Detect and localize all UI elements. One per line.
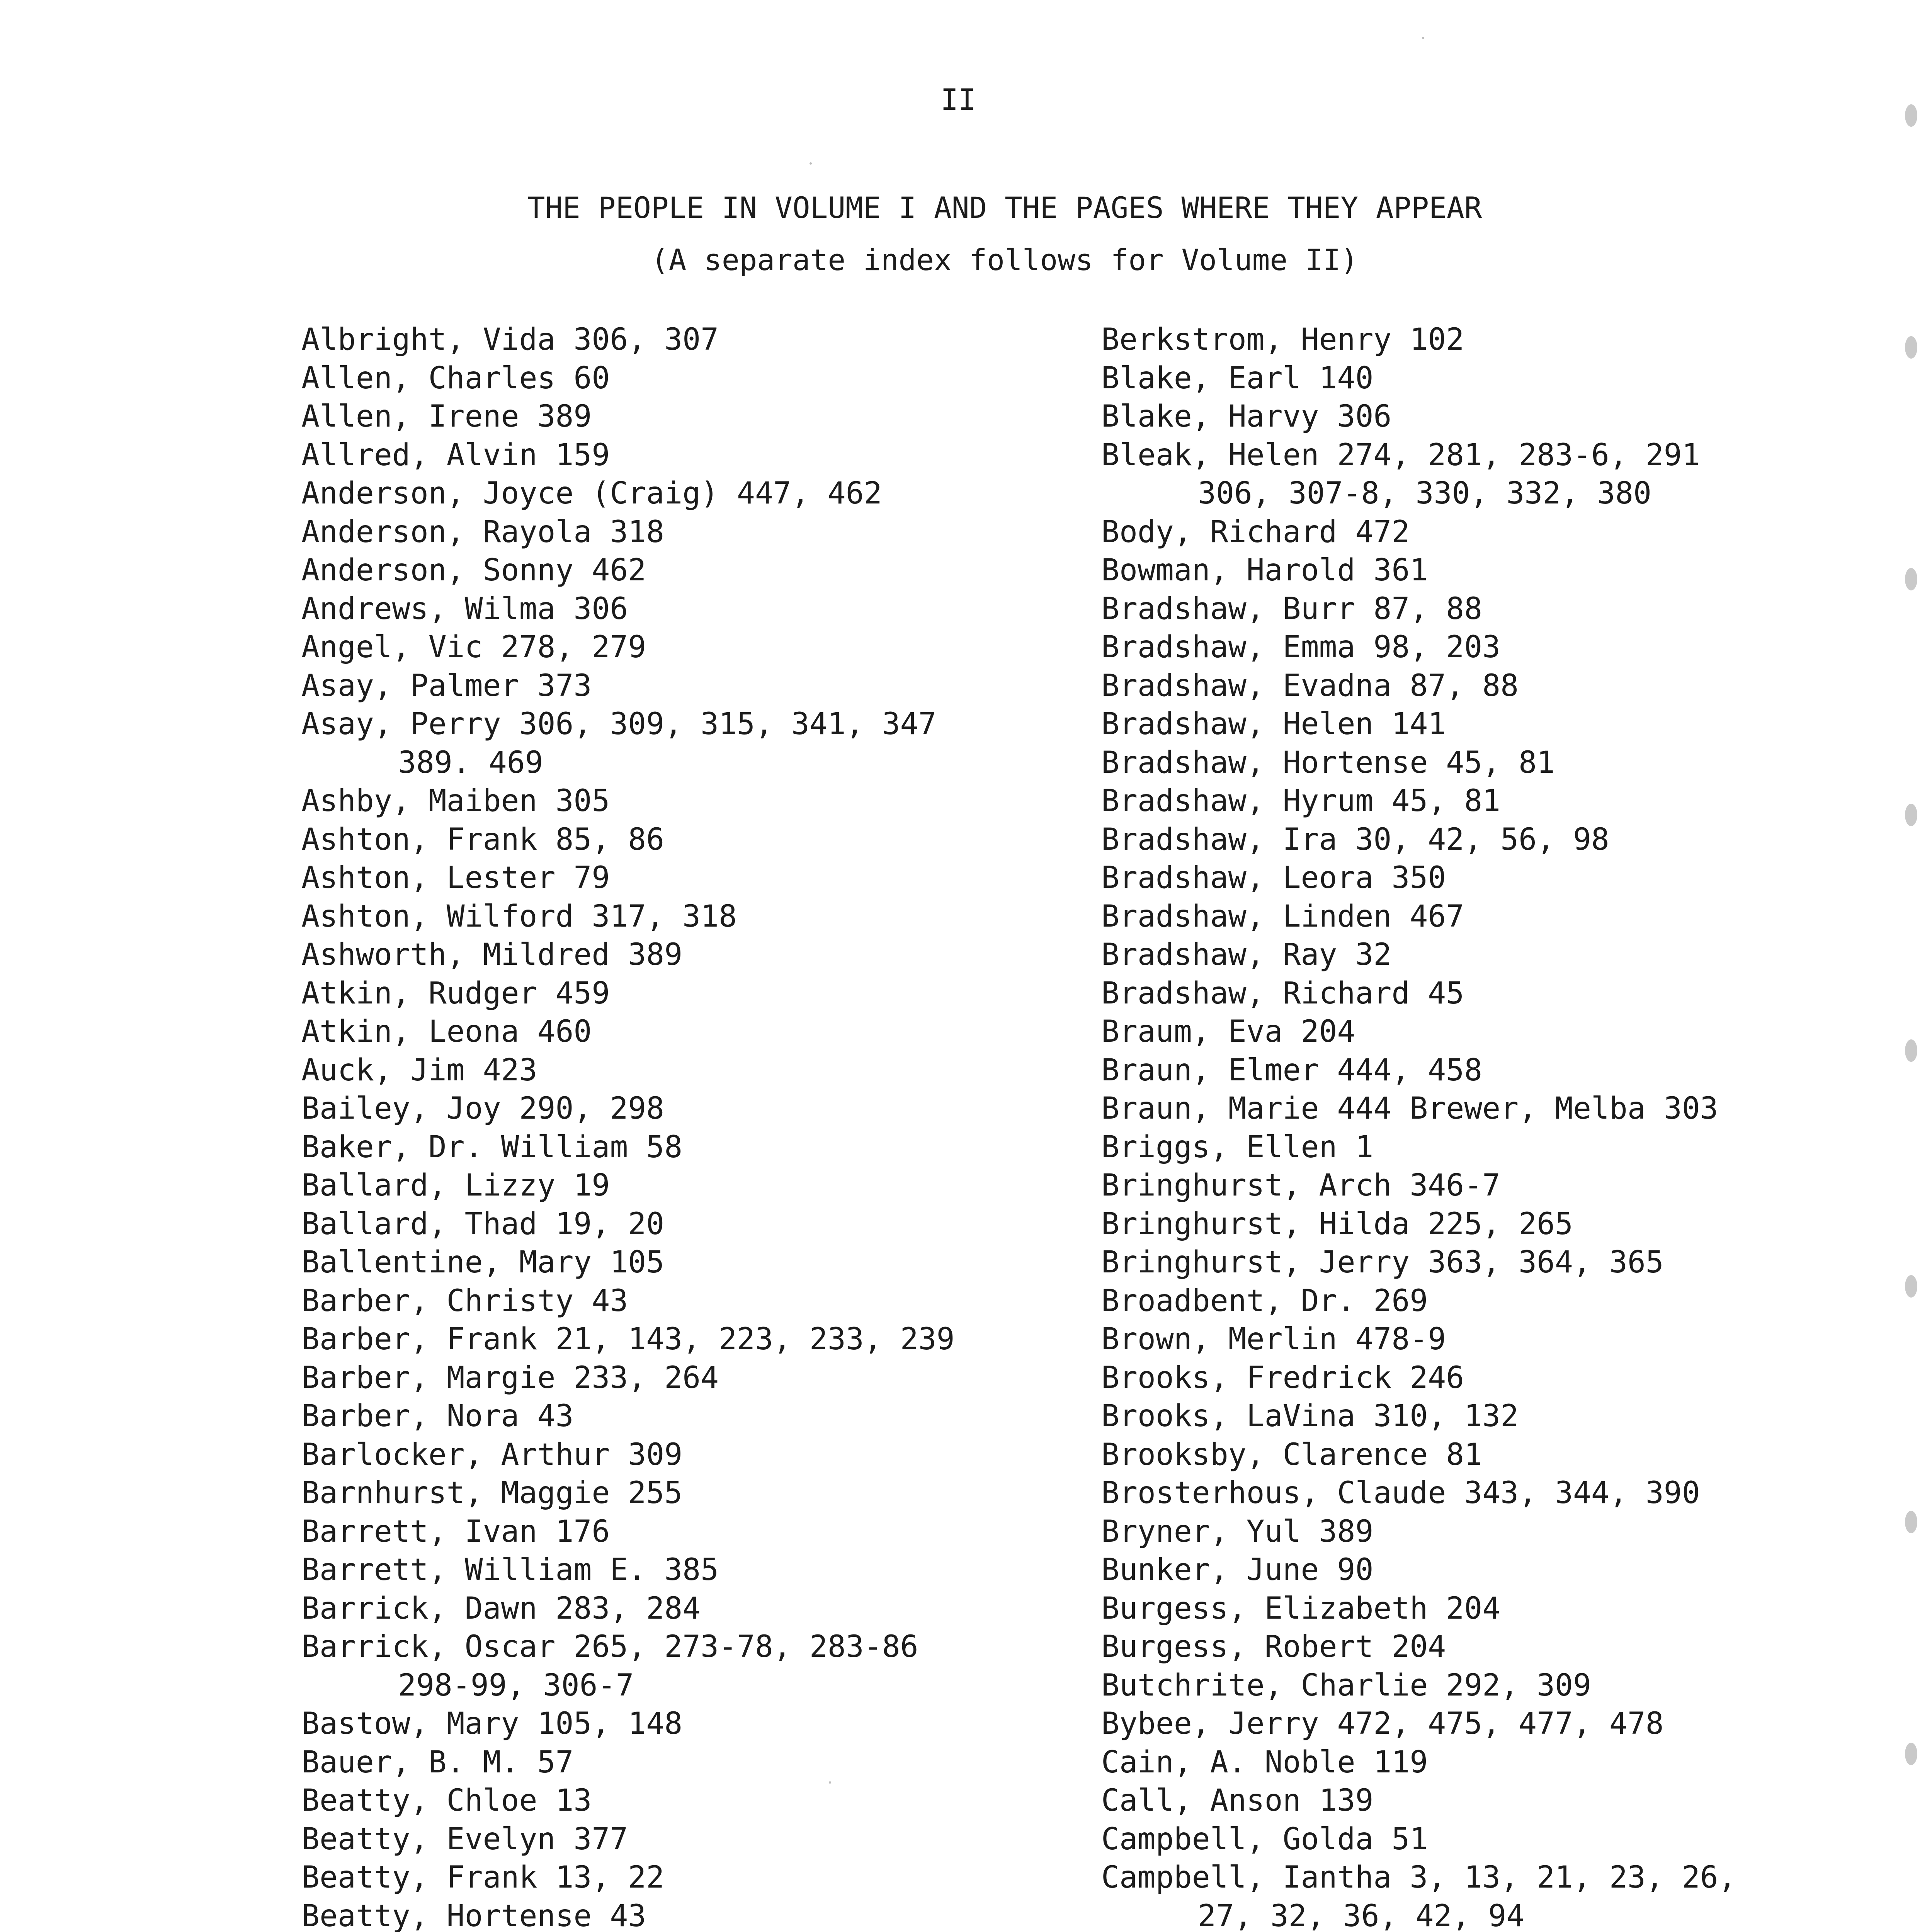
index-entry-text: Baker, Dr. William 58 bbox=[301, 1129, 683, 1165]
index-entry-text: Bradshaw, Ira 30, 42, 56, 98 bbox=[1101, 822, 1609, 857]
index-entry-text: Barnhurst, Maggie 255 bbox=[301, 1476, 683, 1510]
index-entry bbox=[301, 1590, 1074, 1628]
index-entry-text: Bowman, Harold 361 bbox=[1101, 553, 1428, 588]
index-entry-text: Burgess, Robert 204 bbox=[1101, 1629, 1446, 1664]
index-entry bbox=[1101, 1205, 1874, 1244]
index-entry bbox=[1101, 859, 1874, 898]
index-entry-text: Brooks, Fredrick 246 bbox=[1101, 1360, 1464, 1395]
punch-hole bbox=[1905, 1743, 1917, 1765]
index-entry-text: Brooks, LaVina 310, 132 bbox=[1101, 1399, 1519, 1434]
index-entry-text: Barrick, Dawn 283, 284 bbox=[301, 1591, 701, 1626]
index-entry bbox=[301, 1128, 1074, 1167]
index-entry-text: Ashton, Frank 85, 86 bbox=[301, 822, 665, 857]
index-entry bbox=[301, 551, 1074, 590]
index-entry-text: Bringhurst, Hilda 225, 265 bbox=[1101, 1206, 1573, 1242]
punch-hole bbox=[1905, 336, 1917, 359]
index-entry bbox=[301, 359, 1074, 398]
index-entry bbox=[1101, 782, 1874, 821]
index-entry bbox=[1101, 1628, 1874, 1667]
index-entry-text: Bringhurst, Arch 346-7 bbox=[1101, 1168, 1501, 1203]
index-entry-text: Atkin, Leona 460 bbox=[301, 1014, 592, 1049]
index-entry bbox=[301, 1859, 1074, 1897]
index-entry bbox=[1101, 667, 1874, 706]
index-entry bbox=[1101, 551, 1874, 590]
index-entry bbox=[1101, 1397, 1874, 1436]
index-entry-text: Ashworth, Mildred 389 bbox=[301, 937, 683, 972]
index-entry-text: Blake, Earl 140 bbox=[1101, 361, 1374, 396]
index-entry bbox=[1101, 1551, 1874, 1590]
page-number: II bbox=[940, 82, 976, 117]
index-entry-text: Call, Anson 139 bbox=[1101, 1783, 1374, 1818]
index-entry bbox=[1101, 628, 1874, 667]
index-entry bbox=[301, 436, 1074, 475]
index-entry bbox=[1101, 1474, 1874, 1513]
index-entry bbox=[1101, 898, 1874, 936]
index-entry-text: Bunker, June 90 bbox=[1101, 1553, 1374, 1587]
index-entry bbox=[301, 1013, 1074, 1051]
index-entry bbox=[301, 898, 1074, 936]
index-entry-continuation: 298-99, 306-7 bbox=[398, 1668, 634, 1703]
index-entry-text: Bleak, Helen 274, 281, 283-6, 291 bbox=[1101, 437, 1700, 473]
index-entry-text: Butchrite, Charlie 292, 309 bbox=[1101, 1668, 1591, 1703]
punch-hole bbox=[1905, 1039, 1917, 1062]
punch-hole bbox=[1905, 568, 1917, 590]
index-entry-text: Braun, Elmer 444, 458 bbox=[1101, 1053, 1483, 1088]
index-entry bbox=[301, 1513, 1074, 1551]
index-entry bbox=[301, 513, 1074, 552]
index-entry bbox=[301, 936, 1074, 975]
index-entry-text: Campbell, Iantha 3, 13, 21, 23, 26, bbox=[1101, 1860, 1736, 1895]
index-entry bbox=[301, 705, 1074, 782]
index-entry-text: Bringhurst, Jerry 363, 364, 365 bbox=[1101, 1245, 1664, 1280]
index-entry-text: Asay, Perry 306, 309, 315, 341, 347 bbox=[301, 707, 937, 742]
index-entry-text: Bauer, B. M. 57 bbox=[301, 1745, 574, 1780]
index-entry-text: Barber, Margie 233, 264 bbox=[301, 1360, 719, 1395]
index-entry bbox=[1101, 1743, 1874, 1782]
index-entry-text: Allred, Alvin 159 bbox=[301, 437, 610, 473]
index-entry bbox=[301, 1743, 1074, 1782]
index-entry bbox=[1101, 359, 1874, 398]
index-entry-text: Barrick, Oscar 265, 273-78, 283-86 bbox=[301, 1629, 918, 1664]
index-entry bbox=[301, 321, 1074, 359]
index-entry bbox=[1101, 1359, 1874, 1398]
index-entry bbox=[301, 667, 1074, 706]
heading-title: THE PEOPLE IN VOLUME I AND THE PAGES WHERE THEY APPEAR bbox=[527, 190, 1482, 225]
index-entry bbox=[1101, 1705, 1874, 1743]
index-entry-text: Blake, Harvy 306 bbox=[1101, 399, 1392, 434]
index-entry bbox=[1101, 590, 1874, 629]
index-entry-text: Barber, Nora 43 bbox=[301, 1399, 574, 1434]
index-entry-text: Berkstrom, Henry 102 bbox=[1101, 322, 1464, 357]
index-entry bbox=[301, 1474, 1074, 1513]
index-column-left bbox=[301, 321, 1074, 1932]
index-entry bbox=[1101, 936, 1874, 975]
index-entry bbox=[301, 590, 1074, 629]
index-entry bbox=[1101, 1859, 1874, 1932]
heading-subtitle: (A separate index follows for Volume II) bbox=[651, 243, 1359, 277]
index-entry-text: Brooksby, Clarence 81 bbox=[1101, 1437, 1483, 1472]
index-entry bbox=[1101, 1782, 1874, 1820]
index-entry-text: Anderson, Sonny 462 bbox=[301, 553, 646, 588]
index-entry-text: Ballard, Lizzy 19 bbox=[301, 1168, 610, 1203]
index-entry-text: Beatty, Frank 13, 22 bbox=[301, 1860, 665, 1895]
index-entry bbox=[1101, 1167, 1874, 1205]
index-entry-continuation: 306, 307-8, 330, 332, 380 bbox=[1198, 476, 1651, 511]
index-entry bbox=[1101, 1590, 1874, 1628]
index-entry-text: Braum, Eva 204 bbox=[1101, 1014, 1355, 1049]
index-entry bbox=[1101, 1820, 1874, 1859]
index-entry-text: Beatty, Evelyn 377 bbox=[301, 1821, 628, 1857]
index-entry-text: Brosterhous, Claude 343, 344, 390 bbox=[1101, 1476, 1700, 1510]
index-entry bbox=[301, 628, 1074, 667]
index-entry-text: Ballentine, Mary 105 bbox=[301, 1245, 665, 1280]
index-entry bbox=[301, 474, 1074, 513]
paper-fleck bbox=[829, 1781, 831, 1784]
index-entry-text: Bradshaw, Leora 350 bbox=[1101, 861, 1446, 895]
index-entry-text: Anderson, Rayola 318 bbox=[301, 514, 665, 549]
index-entry-text: Bradshaw, Hortense 45, 81 bbox=[1101, 745, 1555, 780]
index-entry bbox=[301, 1397, 1074, 1436]
index-entry bbox=[1101, 975, 1874, 1013]
index-entry-text: Ashton, Wilford 317, 318 bbox=[301, 899, 737, 934]
index-entry bbox=[301, 1282, 1074, 1321]
index-entry bbox=[1101, 1282, 1874, 1321]
index-entry-text: Beatty, Chloe 13 bbox=[301, 1783, 592, 1818]
index-entry bbox=[1101, 1243, 1874, 1282]
index-entry bbox=[301, 1436, 1074, 1475]
index-entry-text: Ashton, Lester 79 bbox=[301, 861, 610, 895]
index-entry-text: Barrett, William E. 385 bbox=[301, 1553, 719, 1587]
index-entry bbox=[301, 1628, 1074, 1705]
punch-hole bbox=[1905, 104, 1917, 127]
index-entry bbox=[301, 1897, 1074, 1932]
index-entry-text: Barlocker, Arthur 309 bbox=[301, 1437, 683, 1472]
index-entry-text: Bradshaw, Ray 32 bbox=[1101, 937, 1392, 972]
index-entry-text: Bradshaw, Emma 98, 203 bbox=[1101, 630, 1501, 665]
index-entry-text: Barrett, Ivan 176 bbox=[301, 1514, 610, 1549]
index-entry-text: Broadbent, Dr. 269 bbox=[1101, 1283, 1428, 1318]
index-entry bbox=[1101, 1667, 1874, 1705]
index-entry-text: Bradshaw, Linden 467 bbox=[1101, 899, 1464, 934]
index-entry-text: Angel, Vic 278, 279 bbox=[301, 630, 646, 665]
index-entry bbox=[301, 398, 1074, 436]
index-entry bbox=[1101, 513, 1874, 552]
index-entry bbox=[301, 782, 1074, 821]
index-entry-text: Barber, Christy 43 bbox=[301, 1283, 628, 1318]
index-entry bbox=[301, 821, 1074, 859]
index-entry bbox=[301, 1359, 1074, 1398]
index-entry-text: Albright, Vida 306, 307 bbox=[301, 322, 719, 357]
index-entry-text: Allen, Irene 389 bbox=[301, 399, 592, 434]
index-entry-text: Burgess, Elizabeth 204 bbox=[1101, 1591, 1501, 1626]
index-entry-text: Andrews, Wilma 306 bbox=[301, 591, 628, 626]
index-entry-text: Braun, Marie 444 Brewer, Melba 303 bbox=[1101, 1091, 1718, 1126]
index-entry-text: Bradshaw, Hyrum 45, 81 bbox=[1101, 784, 1501, 818]
index-entry-text: Auck, Jim 423 bbox=[301, 1053, 537, 1088]
punch-hole bbox=[1905, 1275, 1917, 1298]
index-entry-text: Campbell, Golda 51 bbox=[1101, 1821, 1428, 1857]
index-entry-text: Bradshaw, Richard 45 bbox=[1101, 976, 1464, 1011]
index-entry-continuation: 27, 32, 36, 42, 94 bbox=[1198, 1898, 1525, 1932]
index-entry bbox=[1101, 705, 1874, 744]
index-entry bbox=[1101, 744, 1874, 782]
index-entry-text: Bailey, Joy 290, 298 bbox=[301, 1091, 665, 1126]
paper-fleck bbox=[1422, 37, 1424, 39]
index-entry-text: Barber, Frank 21, 143, 223, 233, 239 bbox=[301, 1322, 955, 1357]
index-entry-text: Bradshaw, Helen 141 bbox=[1101, 707, 1446, 742]
binder-punch-holes bbox=[1905, 0, 1928, 1932]
index-entry bbox=[1101, 1090, 1874, 1128]
index-entry bbox=[1101, 1436, 1874, 1475]
index-entry-text: Bryner, Yul 389 bbox=[1101, 1514, 1374, 1549]
index-entry-continuation: 389. 469 bbox=[398, 745, 543, 780]
index-entry-text: Atkin, Rudger 459 bbox=[301, 976, 610, 1011]
index-entry bbox=[301, 1167, 1074, 1205]
index-entry bbox=[301, 1051, 1074, 1090]
index-entry-text: Anderson, Joyce (Craig) 447, 462 bbox=[301, 476, 882, 511]
index-entry bbox=[1101, 1051, 1874, 1090]
index-column-right bbox=[1101, 321, 1874, 1932]
index-entry-text: Brown, Merlin 478-9 bbox=[1101, 1322, 1446, 1357]
index-entry bbox=[1101, 1013, 1874, 1051]
index-entry bbox=[301, 1551, 1074, 1590]
index-entry bbox=[301, 1705, 1074, 1743]
index-entry bbox=[301, 1782, 1074, 1820]
index-entry-text: Asay, Palmer 373 bbox=[301, 668, 592, 703]
index-entry bbox=[301, 975, 1074, 1013]
index-entry bbox=[301, 859, 1074, 898]
index-entry bbox=[1101, 321, 1874, 359]
index-entry-text: Bradshaw, Burr 87, 88 bbox=[1101, 591, 1483, 626]
index-entry bbox=[1101, 1128, 1874, 1167]
index-entry-text: Allen, Charles 60 bbox=[301, 361, 610, 396]
punch-hole bbox=[1905, 804, 1917, 826]
index-entry-text: Beatty, Hortense 43 bbox=[301, 1898, 646, 1932]
index-entry-text: Bradshaw, Evadna 87, 88 bbox=[1101, 668, 1519, 703]
index-entry-text: Ballard, Thad 19, 20 bbox=[301, 1206, 665, 1242]
index-entry bbox=[1101, 1513, 1874, 1551]
index-entry bbox=[1101, 1320, 1874, 1359]
index-entry-text: Cain, A. Noble 119 bbox=[1101, 1745, 1428, 1780]
index-entry bbox=[1101, 436, 1874, 513]
index-entry-text: Ashby, Maiben 305 bbox=[301, 784, 610, 818]
index-entry bbox=[301, 1090, 1074, 1128]
index-entry-text: Body, Richard 472 bbox=[1101, 514, 1410, 549]
index-entry-text: Briggs, Ellen 1 bbox=[1101, 1129, 1374, 1165]
punch-hole bbox=[1905, 1511, 1917, 1533]
index-heading bbox=[464, 182, 1546, 286]
index-entry bbox=[301, 1820, 1074, 1859]
index-entry bbox=[301, 1205, 1074, 1244]
index-entry-text: Bastow, Mary 105, 148 bbox=[301, 1706, 683, 1741]
index-entry bbox=[301, 1320, 1074, 1359]
paper-fleck bbox=[810, 162, 812, 165]
index-entry bbox=[1101, 398, 1874, 436]
index-entry-text: Bybee, Jerry 472, 475, 477, 478 bbox=[1101, 1706, 1664, 1741]
index-entry bbox=[1101, 821, 1874, 859]
index-entry bbox=[301, 1243, 1074, 1282]
